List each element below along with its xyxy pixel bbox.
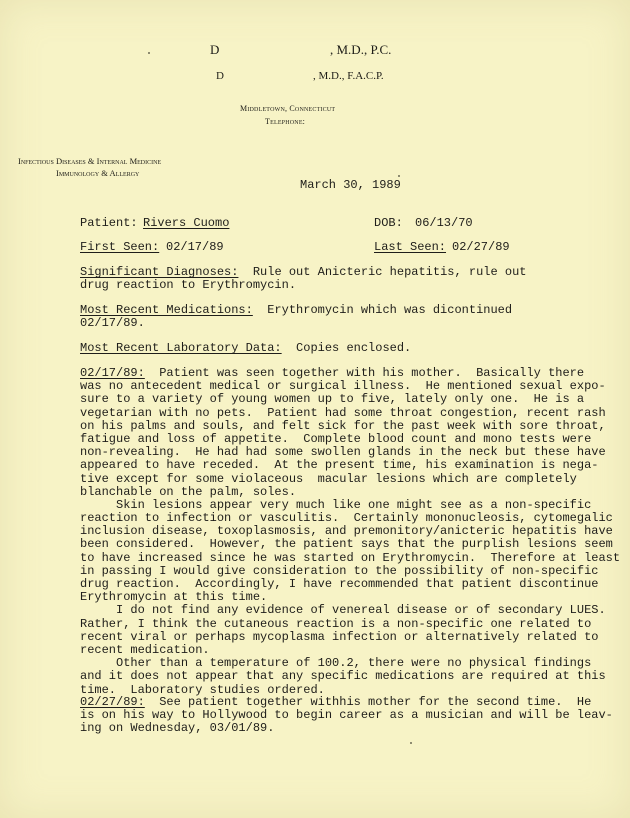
specialty-line-1: Infectious Diseases & Internal Medicine bbox=[18, 156, 162, 166]
note-line: was no antecedent medical or surgical illness. He mentioned sexual expo- bbox=[80, 379, 606, 394]
patient-label: Patient: bbox=[80, 216, 138, 230]
note-line: Rather, I think the cutaneous reaction is a non-specific one related to bbox=[80, 616, 592, 631]
letter-date: March 30, 1989 bbox=[300, 178, 401, 192]
laboratory-data-section bbox=[80, 342, 550, 355]
note-line: time. Laboratory studies ordered. bbox=[80, 682, 325, 697]
doctor-credentials-1: , M.D., P.C. bbox=[330, 42, 392, 57]
note-line: reaction to infection or vasculitis. Certainly mononucleosis, cytomegalic bbox=[80, 511, 613, 526]
note-02-27-89 bbox=[80, 695, 613, 736]
laboratory-data-label: Most Recent Laboratory Data: bbox=[80, 341, 282, 355]
dob-label: DOB: bbox=[374, 216, 403, 230]
note1-first-line: Patient was seen together with his mother. Basically there bbox=[144, 366, 585, 380]
note-line: blanchable on the palm, soles. bbox=[80, 484, 297, 499]
letterhead-city: Middletown, Connecticut bbox=[240, 104, 336, 113]
note2-first-line: See patient together withhis mother for the second time. He bbox=[144, 695, 592, 709]
note-line: recent medication. bbox=[80, 642, 210, 657]
first-seen-label: First Seen: bbox=[80, 240, 160, 254]
note-line: inclusion disease, toxoplasmosis, and premonitory/anicteric hepatitis have bbox=[80, 524, 613, 539]
doctor-name-1: D bbox=[210, 42, 220, 57]
letterhead-telephone: Telephone: bbox=[265, 117, 306, 126]
recent-medications-section bbox=[80, 304, 550, 330]
recent-medications-label: Most Recent Medications: bbox=[80, 303, 253, 317]
note-02-17-89 bbox=[80, 366, 621, 697]
note-line: in passing I would give consideration to the possibility of non-specific bbox=[80, 563, 599, 578]
note2-date-label: 02/27/89: bbox=[80, 695, 145, 709]
note-line: recent viral or perhaps mycoplasma infection or alternatively related to bbox=[80, 629, 599, 644]
note-line: fatigue and loss of appetite. Complete blood count and mono tests were bbox=[80, 431, 592, 446]
note-line: is on his way to Hollywood to begin career as a musician and will be leav- bbox=[80, 708, 613, 723]
scan-speck bbox=[148, 52, 150, 54]
note-line: ing on Wednesday, 03/01/89. bbox=[80, 721, 275, 736]
last-seen-label: Last Seen: bbox=[374, 240, 447, 254]
note-line: Erythromycin at this time. bbox=[80, 590, 268, 605]
note-line: I do not find any evidence of venereal disease or of secondary LUES. bbox=[80, 603, 606, 618]
dob-value: 06/13/70 bbox=[415, 216, 473, 230]
doctor-credentials-2: , M.D., F.A.C.P. bbox=[313, 70, 384, 82]
note-line: on his palms and souls, and felt sick for the past week with sore throat, bbox=[80, 418, 606, 433]
note-line: Other than a temperature of 100.2, there were no physical findings bbox=[80, 656, 592, 671]
recent-medications-text: Erythromycin which was dicontinued bbox=[252, 303, 513, 317]
specialty-line-2: Immunology & Allergy bbox=[56, 168, 140, 178]
note-line: to have increased since he was started on Erythromycin. Therefore at least bbox=[80, 550, 621, 565]
scan-speck bbox=[398, 175, 400, 177]
note-line: been considered. However, the patient says that the purplish lesions seem bbox=[80, 537, 613, 552]
note-line: non-revealing. He had had some swollen glands in the neck but these have bbox=[80, 445, 606, 460]
note-line: tive except for some violaceous macular lesions which are completely bbox=[80, 471, 577, 486]
significant-diagnoses-label: Significant Diagnoses: bbox=[80, 265, 239, 279]
recent-medications-line: 02/17/89. bbox=[80, 316, 145, 331]
first-seen-value: 02/17/89 bbox=[166, 240, 224, 254]
patient-name: Rivers Cuomo bbox=[143, 216, 230, 230]
note-line: and it does not appear that any specific medications are required at this bbox=[80, 669, 606, 684]
note-line: vegetarian with no pets. Patient had some throat congestion, recent rash bbox=[80, 405, 606, 420]
significant-diagnoses-section bbox=[80, 266, 550, 292]
doctor-name-2: D bbox=[216, 70, 224, 82]
last-seen-value: 02/27/89 bbox=[452, 240, 510, 254]
significant-diagnoses-text: Rule out Anicteric hepatitis, rule out bbox=[238, 265, 527, 279]
laboratory-data-text: Copies enclosed. bbox=[281, 341, 412, 355]
scan-speck bbox=[410, 742, 412, 744]
note-line: drug reaction. Accordingly, I have recommended that patient discontinue bbox=[80, 577, 599, 591]
significant-diagnoses-line: drug reaction to Erythromycin. bbox=[80, 278, 297, 293]
note-line: appeared to have receded. At the present time, his examination is nega- bbox=[80, 458, 599, 473]
note-line: Skin lesions appear very much like one might see as a non-specific bbox=[80, 497, 592, 512]
note-line: sure to a variety of young women up to five, lately only one. He is a bbox=[80, 392, 585, 407]
note1-date-label: 02/17/89: bbox=[80, 366, 145, 380]
